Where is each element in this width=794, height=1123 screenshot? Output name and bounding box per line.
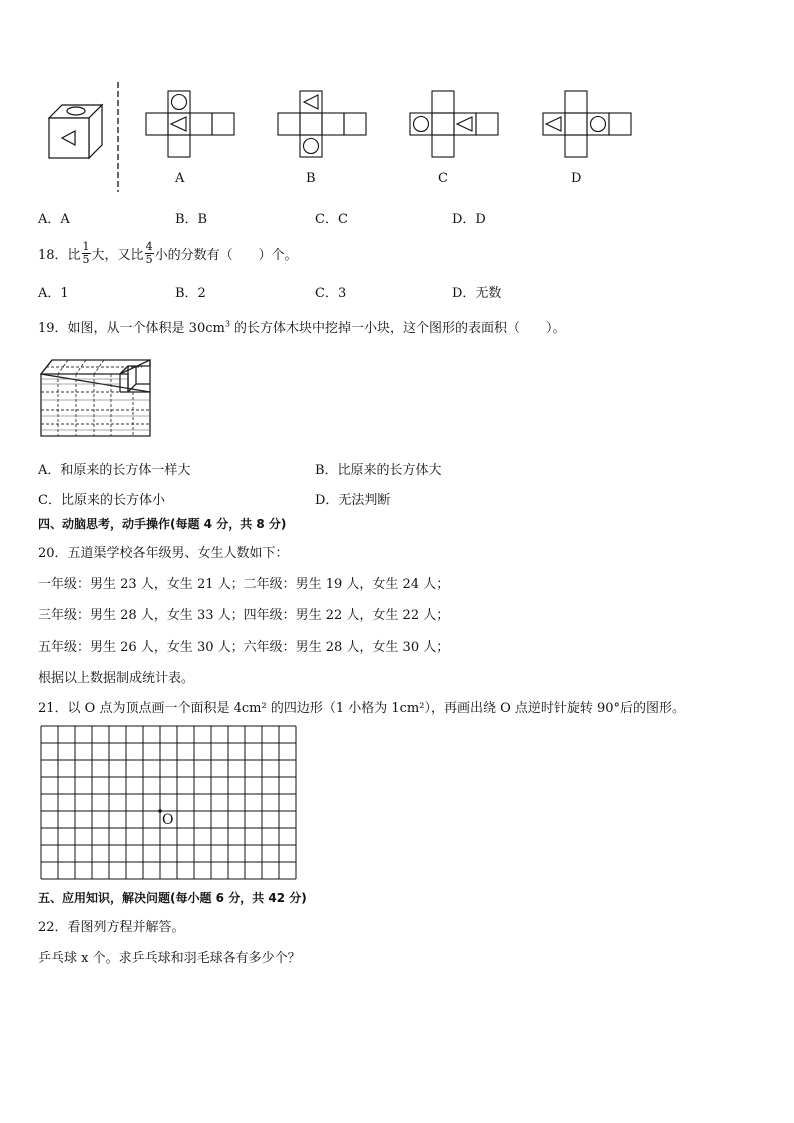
q18-fraction-2: [145, 241, 154, 266]
q21-question: 21．以 O 点为顶点画一个面积是 4cm² 的四边形（1 小格为 1cm²），再画出绕 O 点逆时针旋转 90°后的图形。: [38, 701, 686, 716]
net-c: [409, 90, 503, 160]
frac1-numerator: 1: [82, 239, 90, 253]
q18-option-a[interactable]: A．1: [38, 286, 69, 301]
net-label-d: D: [571, 171, 582, 186]
point-o-label: O: [162, 812, 174, 828]
q19-option-b[interactable]: B．比原来的长方体大: [315, 463, 442, 478]
net-a: [145, 90, 239, 160]
frac2-denominator: 5: [145, 252, 153, 266]
q18-question: [38, 236, 298, 270]
q20-line-4: 根据以上数据制成统计表。: [38, 671, 195, 686]
q19-superscript: 3: [224, 319, 230, 329]
q18-option-d[interactable]: D．无数: [452, 286, 502, 301]
q20-line-1: 一年级：男生 23 人，女生 21 人；二年级：男生 19 人，女生 24 人；: [38, 577, 450, 592]
q18-prefix: 18．比: [38, 247, 81, 263]
q19-text-after: 的长方体木块中挖掉一小块，这个图形的表面积（ ）。: [229, 321, 566, 336]
q17-option-b[interactable]: B．B: [175, 212, 208, 227]
divider-dashed-line: [116, 82, 120, 192]
q20-line-3: 五年级：男生 26 人，女生 30 人；六年级：男生 28 人，女生 30 人；: [38, 640, 450, 655]
q19-question: [38, 317, 566, 336]
q19-text-before: 19．如图，从一个体积是 30cm: [38, 321, 225, 336]
q22-text: 乒乓球 x 个。求乒乓球和羽毛球各有多少个？: [38, 951, 301, 966]
cuboid-figure: [38, 352, 153, 440]
section-5-heading: 五、应用知识，解决问题(每小题 6 分，共 42 分): [38, 891, 307, 905]
q18-mid: 大，又比: [91, 247, 144, 263]
q19-option-a[interactable]: A．和原来的长方体一样大: [38, 463, 191, 478]
cube-figure: [44, 100, 104, 162]
net-label-a: A: [175, 171, 185, 186]
q17-option-c[interactable]: C．C: [315, 212, 348, 227]
q22-title: 22．看图列方程并解答。: [38, 920, 185, 935]
q19-option-d[interactable]: D．无法判断: [315, 493, 391, 508]
section-4-heading: 四、动脑思考，动手操作(每题 4 分，共 8 分): [38, 517, 287, 531]
net-d: [542, 90, 636, 160]
q20-title: 20．五道渠学校各年级男、女生人数如下：: [38, 546, 289, 561]
frac1-denominator: 5: [82, 252, 90, 266]
net-b: [277, 90, 371, 160]
q18-suffix: 小的分数有（ ）个。: [154, 247, 298, 263]
net-label-b: B: [306, 171, 316, 186]
q20-line-2: 三年级：男生 28 人，女生 33 人；四年级：男生 22 人，女生 22 人；: [38, 608, 450, 623]
q18-fraction-1: [82, 241, 91, 266]
q17-option-d[interactable]: D．D: [452, 212, 486, 227]
q18-option-b[interactable]: B．2: [175, 286, 206, 301]
q17-option-a[interactable]: A．A: [38, 212, 70, 227]
frac2-numerator: 4: [145, 239, 153, 253]
q18-option-c[interactable]: C．3: [315, 286, 347, 301]
square-grid[interactable]: [40, 725, 300, 883]
net-label-c: C: [438, 171, 448, 186]
q19-option-c[interactable]: C．比原来的长方体小: [38, 493, 165, 508]
